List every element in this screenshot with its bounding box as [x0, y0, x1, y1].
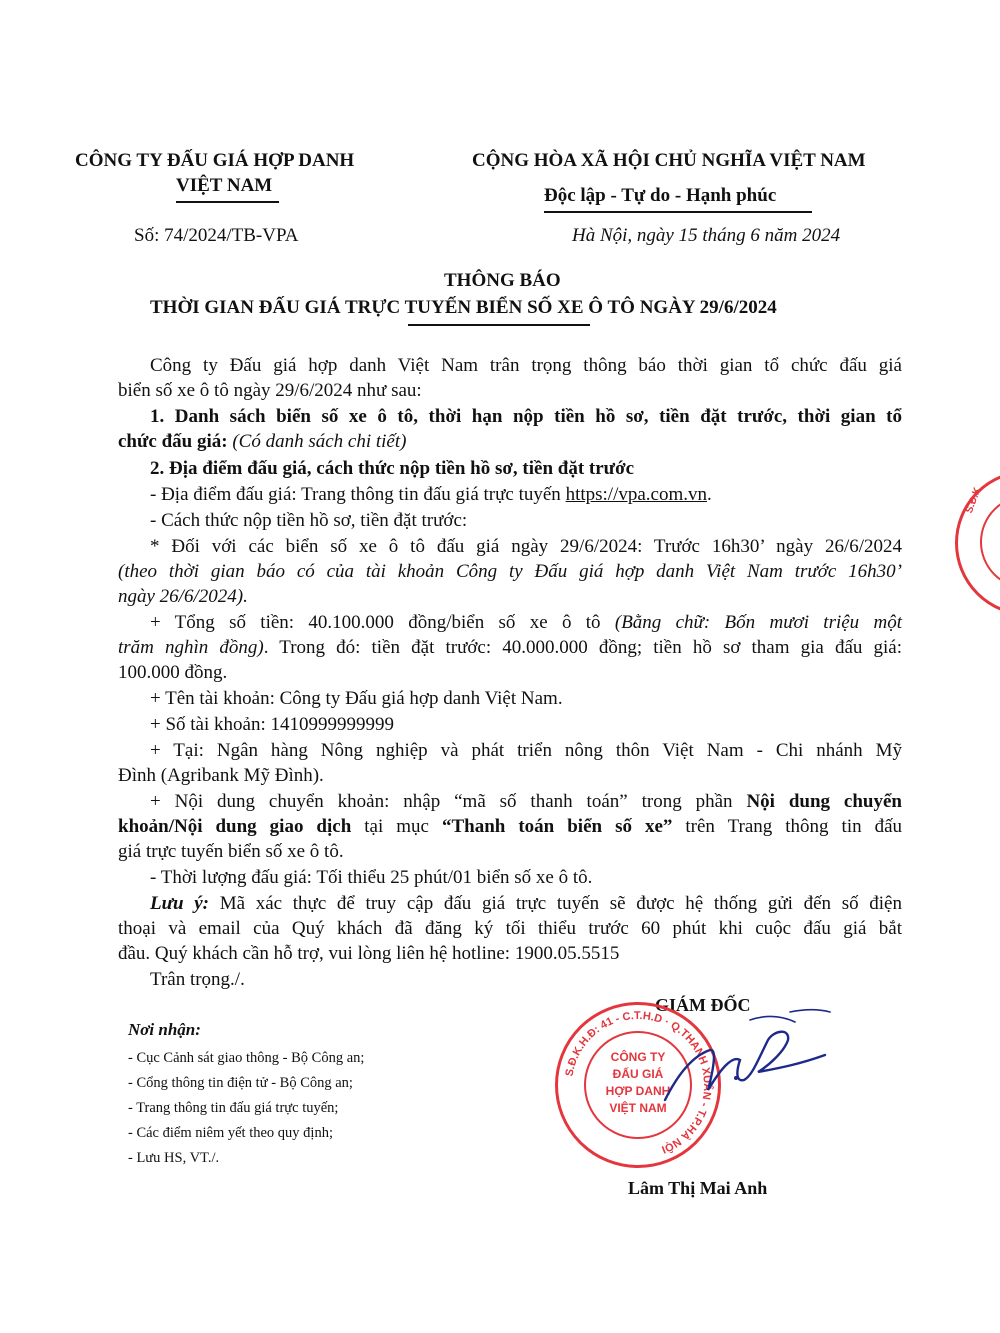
recipient-item: - Trang thông tin đấu giá trực tuyến; [128, 1100, 339, 1116]
deadline-line2: (theo thời gian báo có của tài khoản Công ty Đấu giá hợp danh Việt Nam trước 16h30’ [118, 561, 902, 582]
total-in-words-2: trăm nghìn đồng) [118, 637, 264, 658]
location-end: . [707, 484, 712, 505]
doc-number: Số: 74/2024/TB-VPA [134, 225, 299, 246]
nation-title: CỘNG HÒA XÃ HỘI CHỦ NGHĨA VIỆT NAM [472, 150, 866, 171]
org-name-line1: CÔNG TY ĐẤU GIÁ HỢP DANH [75, 150, 355, 171]
intro-text-1: Công ty Đấu giá hợp danh Việt Nam trân trọng thông báo thời gian tổ chức đấu giá [150, 355, 902, 376]
section1-note: (Có danh sách chi tiết) [232, 431, 407, 452]
content-text-2: tại mục [364, 816, 429, 837]
place-date: Hà Nội, ngày 15 tháng 6 năm 2024 [572, 225, 841, 246]
bank-line1 [118, 740, 902, 762]
edge-stamp-inner-ring [980, 495, 1000, 589]
bank-line2: Đình (Agribank Mỹ Đình). [118, 765, 324, 786]
stamp-line: HỢP DANH [605, 1084, 671, 1098]
account-number: + Số tài khoản: 1410999999999 [150, 714, 394, 735]
recipient-item: - Cổng thông tin điện tử - Bộ Công an; [128, 1075, 353, 1091]
handwritten-signature [640, 1000, 860, 1110]
note-line2: thoại và email của Quý khách đã đăng ký tối thiểu trước 60 phút khi cuộc đấu giá bắt [118, 918, 902, 939]
note-line3: đầu. Quý khách cần hỗ trợ, vui lòng liên hệ hotline: 1900.05.5515 [118, 943, 620, 964]
content-bold-2: khoản/Nội dung giao dịch [118, 816, 352, 837]
motto-underline [544, 211, 812, 213]
section1-line2 [118, 431, 406, 453]
method-line: - Cách thức nộp tiền hồ sơ, tiền đặt trước: [150, 510, 468, 531]
doc-title: THÔNG BÁO [444, 270, 561, 291]
content-text-3: trên Trang thông tin đấu [685, 816, 903, 837]
edge-stamp [955, 470, 1000, 616]
deadline-line3: ngày 26/6/2024). [118, 586, 248, 607]
duration-line: - Thời lượng đấu giá: Tối thiểu 25 phút/01 biển số xe ô tô. [150, 867, 593, 888]
edge-stamp-text: S.Đ.K [964, 485, 984, 515]
section1-heading: 1. Danh sách biển số xe ô tô, thời hạn nộp tiền hồ sơ, tiền đặt trước, thời gian tổ [150, 406, 902, 427]
total-line1 [118, 612, 902, 634]
stamp-line: VIỆT NAM [609, 1101, 667, 1115]
content-text: + Nội dung chuyển khoản: nhập “mã số thanh toán” trong phần [150, 791, 733, 812]
title-underline [408, 324, 590, 326]
stamp-ring-label: S.Đ.K.H.Đ: 41 - C.T.H.D · Q.THANH XUÂN - T.P.HÀ NỘI [563, 1009, 714, 1156]
signer-role: GIÁM ĐỐC [655, 995, 751, 1015]
recipient-item: - Lưu HS, VT./. [128, 1150, 220, 1166]
total-breakdown: . Trong đó: tiền đặt trước: 40.000.000 đồng; tiền hồ sơ tham gia đấu giá: [263, 637, 903, 658]
vpa-link[interactable]: https://vpa.com.vn [565, 484, 707, 505]
section2-heading: 2. Địa điểm đấu giá, cách thức nộp tiền hồ sơ, tiền đặt trước [150, 458, 635, 479]
section1-line1 [118, 406, 902, 428]
intro-line2: biển số xe ô tô ngày 29/6/2024 như sau: [118, 380, 422, 401]
deadline-line1 [118, 536, 902, 558]
section1-heading-end: chức đấu giá: [118, 431, 228, 452]
content-line3: giá trực tuyến biển số xe ô tô. [118, 841, 344, 862]
recipient-item: - Các điểm niêm yết theo quy định; [128, 1125, 333, 1141]
total-in-words-1: (Bằng chữ: Bốn mươi triệu một [614, 612, 902, 633]
content-bold-3: “Thanh toán biển số xe” [441, 816, 673, 837]
recipient-item: - Cục Cảnh sát giao thông - Bộ Công an; [128, 1050, 365, 1066]
content-line2 [118, 816, 902, 838]
location-line [150, 484, 712, 506]
deadline-text: * Đối với các biển số xe ô tô đấu giá ngày 29/6/2024: Trước 16h30’ ngày 26/6/2024 [150, 536, 902, 557]
stamp-line: ĐẤU GIÁ [612, 1067, 664, 1081]
regards: Trân trọng./. [150, 969, 245, 990]
content-line1 [118, 791, 902, 813]
org-name-line2: VIỆT NAM [176, 175, 273, 196]
bank-text: + Tại: Ngân hàng Nông nghiệp và phát triển nông thôn Việt Nam - Chi nhánh Mỹ [150, 740, 902, 761]
motto: Độc lập - Tự do - Hạnh phúc [544, 185, 777, 206]
total-line2 [118, 637, 902, 659]
org-underline [176, 201, 279, 203]
doc-subtitle: THỜI GIAN ĐẤU GIÁ TRỰC TUYẾN BIỂN SỐ XE Ô TÔ NGÀY 29/6/2024 [150, 297, 777, 318]
content-bold-1: Nội dung chuyển [746, 791, 902, 812]
total-line3: 100.000 đồng. [118, 662, 228, 683]
signer-name: Lâm Thị Mai Anh [628, 1178, 768, 1198]
location-text: - Địa điểm đấu giá: Trang thông tin đấu giá trực tuyến [150, 484, 561, 505]
account-name: + Tên tài khoản: Công ty Đấu giá hợp danh Việt Nam. [150, 688, 563, 709]
note-text: Mã xác thực để truy cập đấu giá trực tuyến sẽ được hệ thống gửi đến số điện [219, 893, 902, 914]
intro-line1 [118, 355, 902, 377]
note-line1 [118, 893, 902, 915]
stamp-line: CÔNG TY [610, 1050, 666, 1064]
total-text: + Tổng số tiền: 40.100.000 đồng/biển số xe ô tô [150, 612, 601, 633]
recipients-label: Nơi nhận: [128, 1020, 201, 1039]
note-label: Lưu ý: [150, 893, 209, 914]
